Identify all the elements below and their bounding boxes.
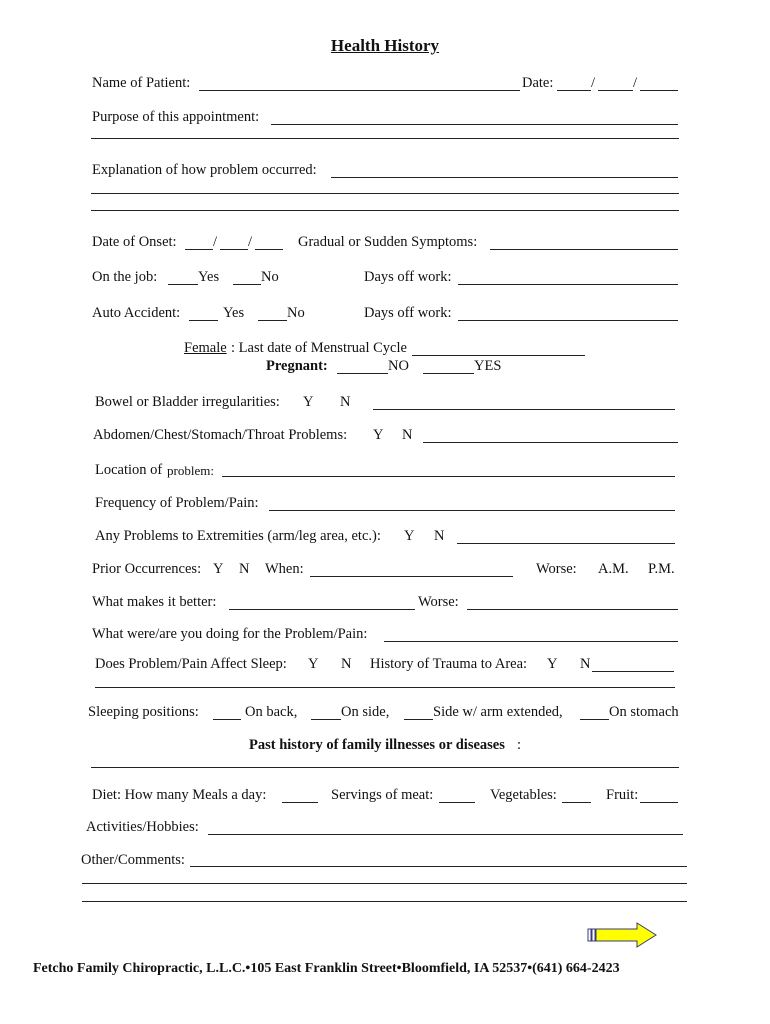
footer-address: Fetcho Family Chiropractic, L.L.C.•105 East Franklin Street•Bloomfield, IA 52537•(641) 664-2423 bbox=[33, 961, 620, 976]
worse2-label: Worse: bbox=[418, 594, 459, 610]
worse-label: Worse: bbox=[536, 561, 577, 577]
activities-field[interactable] bbox=[208, 834, 683, 835]
on-job-yes: Yes bbox=[198, 269, 220, 285]
bowel-label: Bowel or Bladder irregularities: bbox=[95, 394, 280, 410]
worse-field[interactable] bbox=[467, 609, 678, 610]
veg-label: Vegetables: bbox=[490, 787, 557, 803]
family-field[interactable] bbox=[91, 767, 679, 768]
other-field-line2[interactable] bbox=[82, 883, 687, 884]
sleeping-label: Sleeping positions: bbox=[88, 704, 199, 720]
on-job-yes-field[interactable] bbox=[168, 284, 198, 285]
auto-label: Auto Accident: bbox=[92, 305, 181, 321]
meat-label: Servings of meat: bbox=[331, 787, 434, 803]
veg-field[interactable] bbox=[562, 802, 591, 803]
date-slash: / bbox=[633, 75, 638, 91]
fruit-label: Fruit: bbox=[606, 787, 639, 803]
trauma-y: Y bbox=[547, 656, 558, 672]
on-job-label: On the job: bbox=[92, 269, 158, 285]
date-month-field[interactable] bbox=[557, 90, 591, 91]
explanation-label: Explanation of how problem occurred: bbox=[92, 162, 317, 178]
when-label: When: bbox=[265, 561, 304, 577]
onset-day-field[interactable] bbox=[220, 249, 248, 250]
frequency-label: Frequency of Problem/Pain: bbox=[95, 495, 259, 511]
frequency-field[interactable] bbox=[269, 510, 675, 511]
sleep-field-line2[interactable] bbox=[95, 687, 675, 688]
purpose-field[interactable] bbox=[271, 124, 678, 125]
extremities-y: Y bbox=[404, 528, 415, 544]
bowel-field[interactable] bbox=[373, 409, 675, 410]
pregnant-no-field[interactable] bbox=[337, 373, 388, 374]
abdomen-n: N bbox=[402, 427, 413, 443]
family-label: Past history of family illnesses or diseases bbox=[249, 737, 505, 753]
abdomen-y: Y bbox=[373, 427, 384, 443]
sleep-y: Y bbox=[308, 656, 319, 672]
prior-n: N bbox=[239, 561, 250, 577]
auto-yes: Yes bbox=[223, 305, 245, 321]
prior-label: Prior Occurrences: bbox=[92, 561, 202, 577]
name-label: Name of Patient: bbox=[92, 75, 191, 91]
date-slash: / bbox=[591, 75, 596, 91]
sleep-label: Does Problem/Pain Affect Sleep: bbox=[95, 656, 287, 672]
family-colon: : bbox=[517, 737, 522, 753]
other-field[interactable] bbox=[190, 866, 687, 867]
explanation-field[interactable] bbox=[331, 177, 678, 178]
meals-field[interactable] bbox=[282, 802, 318, 803]
onset-month-field[interactable] bbox=[185, 249, 213, 250]
doing-field[interactable] bbox=[384, 641, 678, 642]
meat-field[interactable] bbox=[439, 802, 475, 803]
side-arm: Side w/ arm extended, bbox=[433, 704, 563, 720]
date-year-field[interactable] bbox=[640, 90, 678, 91]
side-arm-field[interactable] bbox=[404, 719, 433, 720]
gradual-label: Gradual or Sudden Symptoms: bbox=[298, 234, 478, 250]
auto-no: No bbox=[287, 305, 305, 321]
when-field[interactable] bbox=[310, 576, 513, 577]
other-label: Other/Comments: bbox=[81, 852, 185, 868]
on-stomach-field[interactable] bbox=[580, 719, 609, 720]
trauma-label: History of Trauma to Area: bbox=[370, 656, 528, 672]
purpose-label: Purpose of this appointment: bbox=[92, 109, 260, 125]
doing-label: What were/are you doing for the Problem/Pain: bbox=[92, 626, 368, 642]
explanation-field-line3[interactable] bbox=[91, 210, 679, 211]
auto-no-field[interactable] bbox=[258, 320, 287, 321]
location-label: Location of bbox=[95, 462, 163, 478]
better-field[interactable] bbox=[229, 609, 415, 610]
days-off-label: Days off work: bbox=[364, 269, 452, 285]
pregnant-no: NO bbox=[388, 358, 409, 374]
onset-label: Date of Onset: bbox=[92, 234, 177, 250]
onset-year-field[interactable] bbox=[255, 249, 283, 250]
days-off-field[interactable] bbox=[458, 284, 678, 285]
pregnant-yes-field[interactable] bbox=[423, 373, 474, 374]
diet-label: Diet: How many Meals a day: bbox=[92, 787, 267, 803]
fruit-field[interactable] bbox=[640, 802, 678, 803]
on-job-no: No bbox=[261, 269, 279, 285]
on-side: On side, bbox=[341, 704, 390, 720]
activities-label: Activities/Hobbies: bbox=[86, 819, 199, 835]
date-day-field[interactable] bbox=[598, 90, 633, 91]
trauma-n: N bbox=[580, 656, 591, 672]
female-label: Female bbox=[184, 340, 227, 356]
extremities-label: Any Problems to Extremities (arm/leg area, etc.): bbox=[95, 528, 381, 544]
location-field[interactable] bbox=[222, 476, 675, 477]
extremities-field[interactable] bbox=[457, 543, 675, 544]
onset-slash: / bbox=[248, 234, 253, 250]
abdomen-field[interactable] bbox=[423, 442, 678, 443]
other-field-line3[interactable] bbox=[82, 901, 687, 902]
onset-slash: / bbox=[213, 234, 218, 250]
pregnant-label: Pregnant: bbox=[266, 358, 328, 374]
days-off-field-2[interactable] bbox=[458, 320, 678, 321]
bowel-y: Y bbox=[303, 394, 314, 410]
menstrual-field[interactable] bbox=[412, 355, 585, 356]
better-label: What makes it better: bbox=[92, 594, 217, 610]
page-title: Health History bbox=[330, 36, 440, 55]
on-back-field[interactable] bbox=[213, 719, 241, 720]
date-label: Date: bbox=[522, 75, 554, 91]
name-field[interactable] bbox=[199, 90, 520, 91]
pregnant-yes: YES bbox=[474, 358, 502, 374]
on-stomach: On stomach bbox=[609, 704, 679, 720]
on-back: On back, bbox=[245, 704, 298, 720]
sleep-n: N bbox=[341, 656, 352, 672]
abdomen-label: Abdomen/Chest/Stomach/Throat Problems: bbox=[93, 427, 348, 443]
right-arrow-icon[interactable] bbox=[587, 921, 659, 949]
on-job-no-field[interactable] bbox=[233, 284, 261, 285]
trauma-field[interactable] bbox=[592, 671, 674, 672]
bowel-n: N bbox=[340, 394, 351, 410]
purpose-field-line2[interactable] bbox=[91, 138, 679, 139]
on-side-field[interactable] bbox=[311, 719, 341, 720]
prior-y: Y bbox=[213, 561, 224, 577]
extremities-n: N bbox=[434, 528, 445, 544]
auto-yes-field[interactable] bbox=[189, 320, 218, 321]
am-option[interactable]: A.M. bbox=[598, 561, 629, 577]
pm-option[interactable]: P.M. bbox=[648, 561, 675, 577]
explanation-field-line2[interactable] bbox=[91, 193, 679, 194]
gradual-field[interactable] bbox=[490, 249, 678, 250]
location-label-2: problem: bbox=[167, 463, 214, 478]
days-off-label-2: Days off work: bbox=[364, 305, 452, 321]
menstrual-label: : Last date of Menstrual Cycle bbox=[231, 340, 407, 356]
